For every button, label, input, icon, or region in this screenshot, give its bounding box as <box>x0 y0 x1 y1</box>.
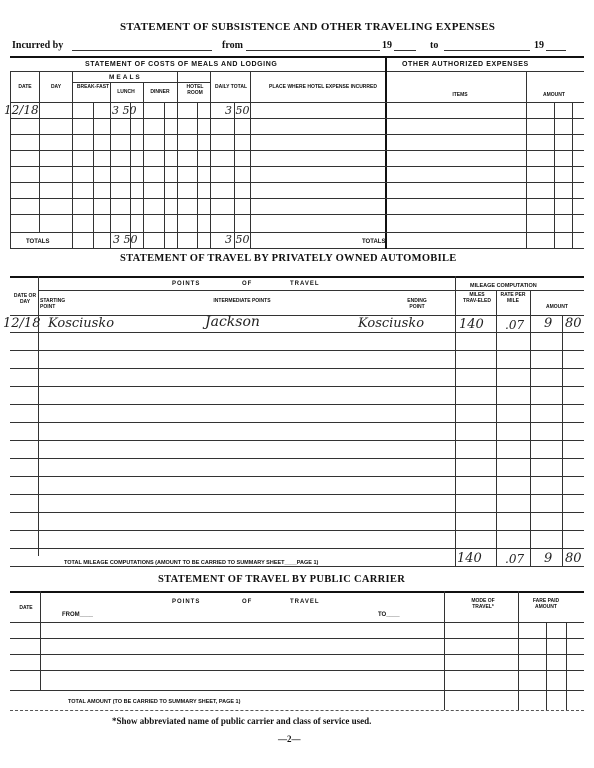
auto-total-rate[interactable]: .07 <box>505 552 525 566</box>
auto-row-date[interactable]: 12/18 <box>3 316 41 331</box>
auto-total-dollars[interactable]: 9 <box>544 551 553 566</box>
from-label: from <box>222 40 243 51</box>
other-totals-label: TOTALS <box>362 239 386 245</box>
year-label-1: 19 <box>382 40 392 51</box>
total-daily[interactable]: 3 50 <box>225 233 250 246</box>
year-line-2[interactable] <box>546 50 566 52</box>
public-section-title: STATEMENT OF TRAVEL BY PUBLIC CARRIER <box>158 574 406 585</box>
public-col-to: TO____ <box>378 612 400 618</box>
meals-row-lunch[interactable]: 3 50 <box>112 104 137 117</box>
col-amount: AMOUNT <box>543 92 565 98</box>
public-col-fare: FARE PAID AMOUNT <box>532 598 560 610</box>
public-col-of: OF <box>242 599 253 605</box>
public-total-label: TOTAL AMOUNT (TO BE CARRIED TO SUMMARY SHEET, PAGE 1) <box>68 699 241 705</box>
auto-row-rate[interactable]: .07 <box>505 318 525 332</box>
from-line[interactable] <box>246 50 380 52</box>
col-items: ITEMS <box>452 92 468 98</box>
auto-row-dollars[interactable]: 9 <box>544 316 553 331</box>
auto-section-title: STATEMENT OF TRAVEL BY PRIVATELY OWNED AUTOMOBILE <box>120 253 457 264</box>
year-line-1[interactable] <box>394 50 416 52</box>
auto-col-mileage: MILEAGE COMPUTATION <box>470 283 537 289</box>
auto-row-start[interactable]: Kosciusko <box>48 316 115 331</box>
auto-col-travel: TRAVEL <box>290 281 320 287</box>
col-day: DAY <box>50 84 62 90</box>
public-col-points: POINTS <box>172 599 201 605</box>
meals-totals-label: TOTALS <box>26 239 50 245</box>
auto-row-intermediate[interactable]: Jackson <box>205 314 260 330</box>
total-lunch[interactable]: 3 50 <box>113 233 138 246</box>
auto-col-rate: RATE PER MILE <box>500 292 526 304</box>
col-breakfast: BREAK-FAST <box>76 84 110 90</box>
auto-col-start: STARTING POINT <box>40 298 66 310</box>
auto-row-end[interactable]: Kosciusko <box>358 316 425 331</box>
col-dinner: DINNER <box>150 89 170 95</box>
footer-note: *Show abbreviated name of public carrier and class of service used. <box>112 716 372 726</box>
auto-total-cents[interactable]: 80 <box>565 551 582 566</box>
col-date: DATE <box>18 84 32 90</box>
col-meals: MEALS <box>109 74 142 81</box>
public-col-from: FROM____ <box>62 612 94 618</box>
to-line[interactable] <box>444 50 530 52</box>
col-place: PLACE WHERE HOTEL EXPENSE INCURRED <box>269 84 377 90</box>
auto-col-points: POINTS <box>172 281 201 287</box>
meals-row-daily-total[interactable]: 3 50 <box>225 104 250 117</box>
public-col-mode: MODE OF TRAVEL* <box>471 598 495 610</box>
incurred-by-line[interactable] <box>72 50 212 52</box>
other-expenses-title: OTHER AUTHORIZED EXPENSES <box>402 61 529 68</box>
meals-section-title: STATEMENT OF COSTS OF MEALS AND LODGING <box>85 61 278 68</box>
auto-col-of: OF <box>242 281 253 287</box>
to-label: to <box>430 40 439 51</box>
auto-col-miles: MILES TRAV-ELED <box>463 292 491 304</box>
public-col-travel: TRAVEL <box>290 599 320 605</box>
public-col-date: DATE <box>19 605 33 611</box>
incurred-by-label: Incurred by <box>12 40 64 51</box>
col-daily-total: DAILY TOTAL <box>214 84 248 90</box>
col-lunch: LUNCH <box>117 89 135 95</box>
col-hotel-room: HOTEL ROOM <box>186 84 204 96</box>
year-label-2: 19 <box>534 40 544 51</box>
meals-row-date[interactable]: 12/18 <box>4 103 39 117</box>
form-title: STATEMENT OF SUBSISTENCE AND OTHER TRAVELING EXPENSES <box>120 21 496 33</box>
auto-col-intermediate: INTERMEDIATE POINTS <box>213 298 271 304</box>
auto-col-end: ENDING POINT <box>407 298 427 310</box>
auto-col-amount: AMOUNT <box>546 304 568 310</box>
auto-row-miles[interactable]: 140 <box>459 317 484 332</box>
auto-total-label: TOTAL MILEAGE COMPUTATIONS (AMOUNT TO BE CARRIED TO SUMMARY SHEET____PAGE 1) <box>64 560 319 566</box>
auto-total-miles[interactable]: 140 <box>457 551 482 566</box>
auto-row-cents[interactable]: 80 <box>565 316 582 331</box>
auto-col-date: DATE OR DAY <box>13 293 37 305</box>
page-number: —2— <box>278 734 301 744</box>
